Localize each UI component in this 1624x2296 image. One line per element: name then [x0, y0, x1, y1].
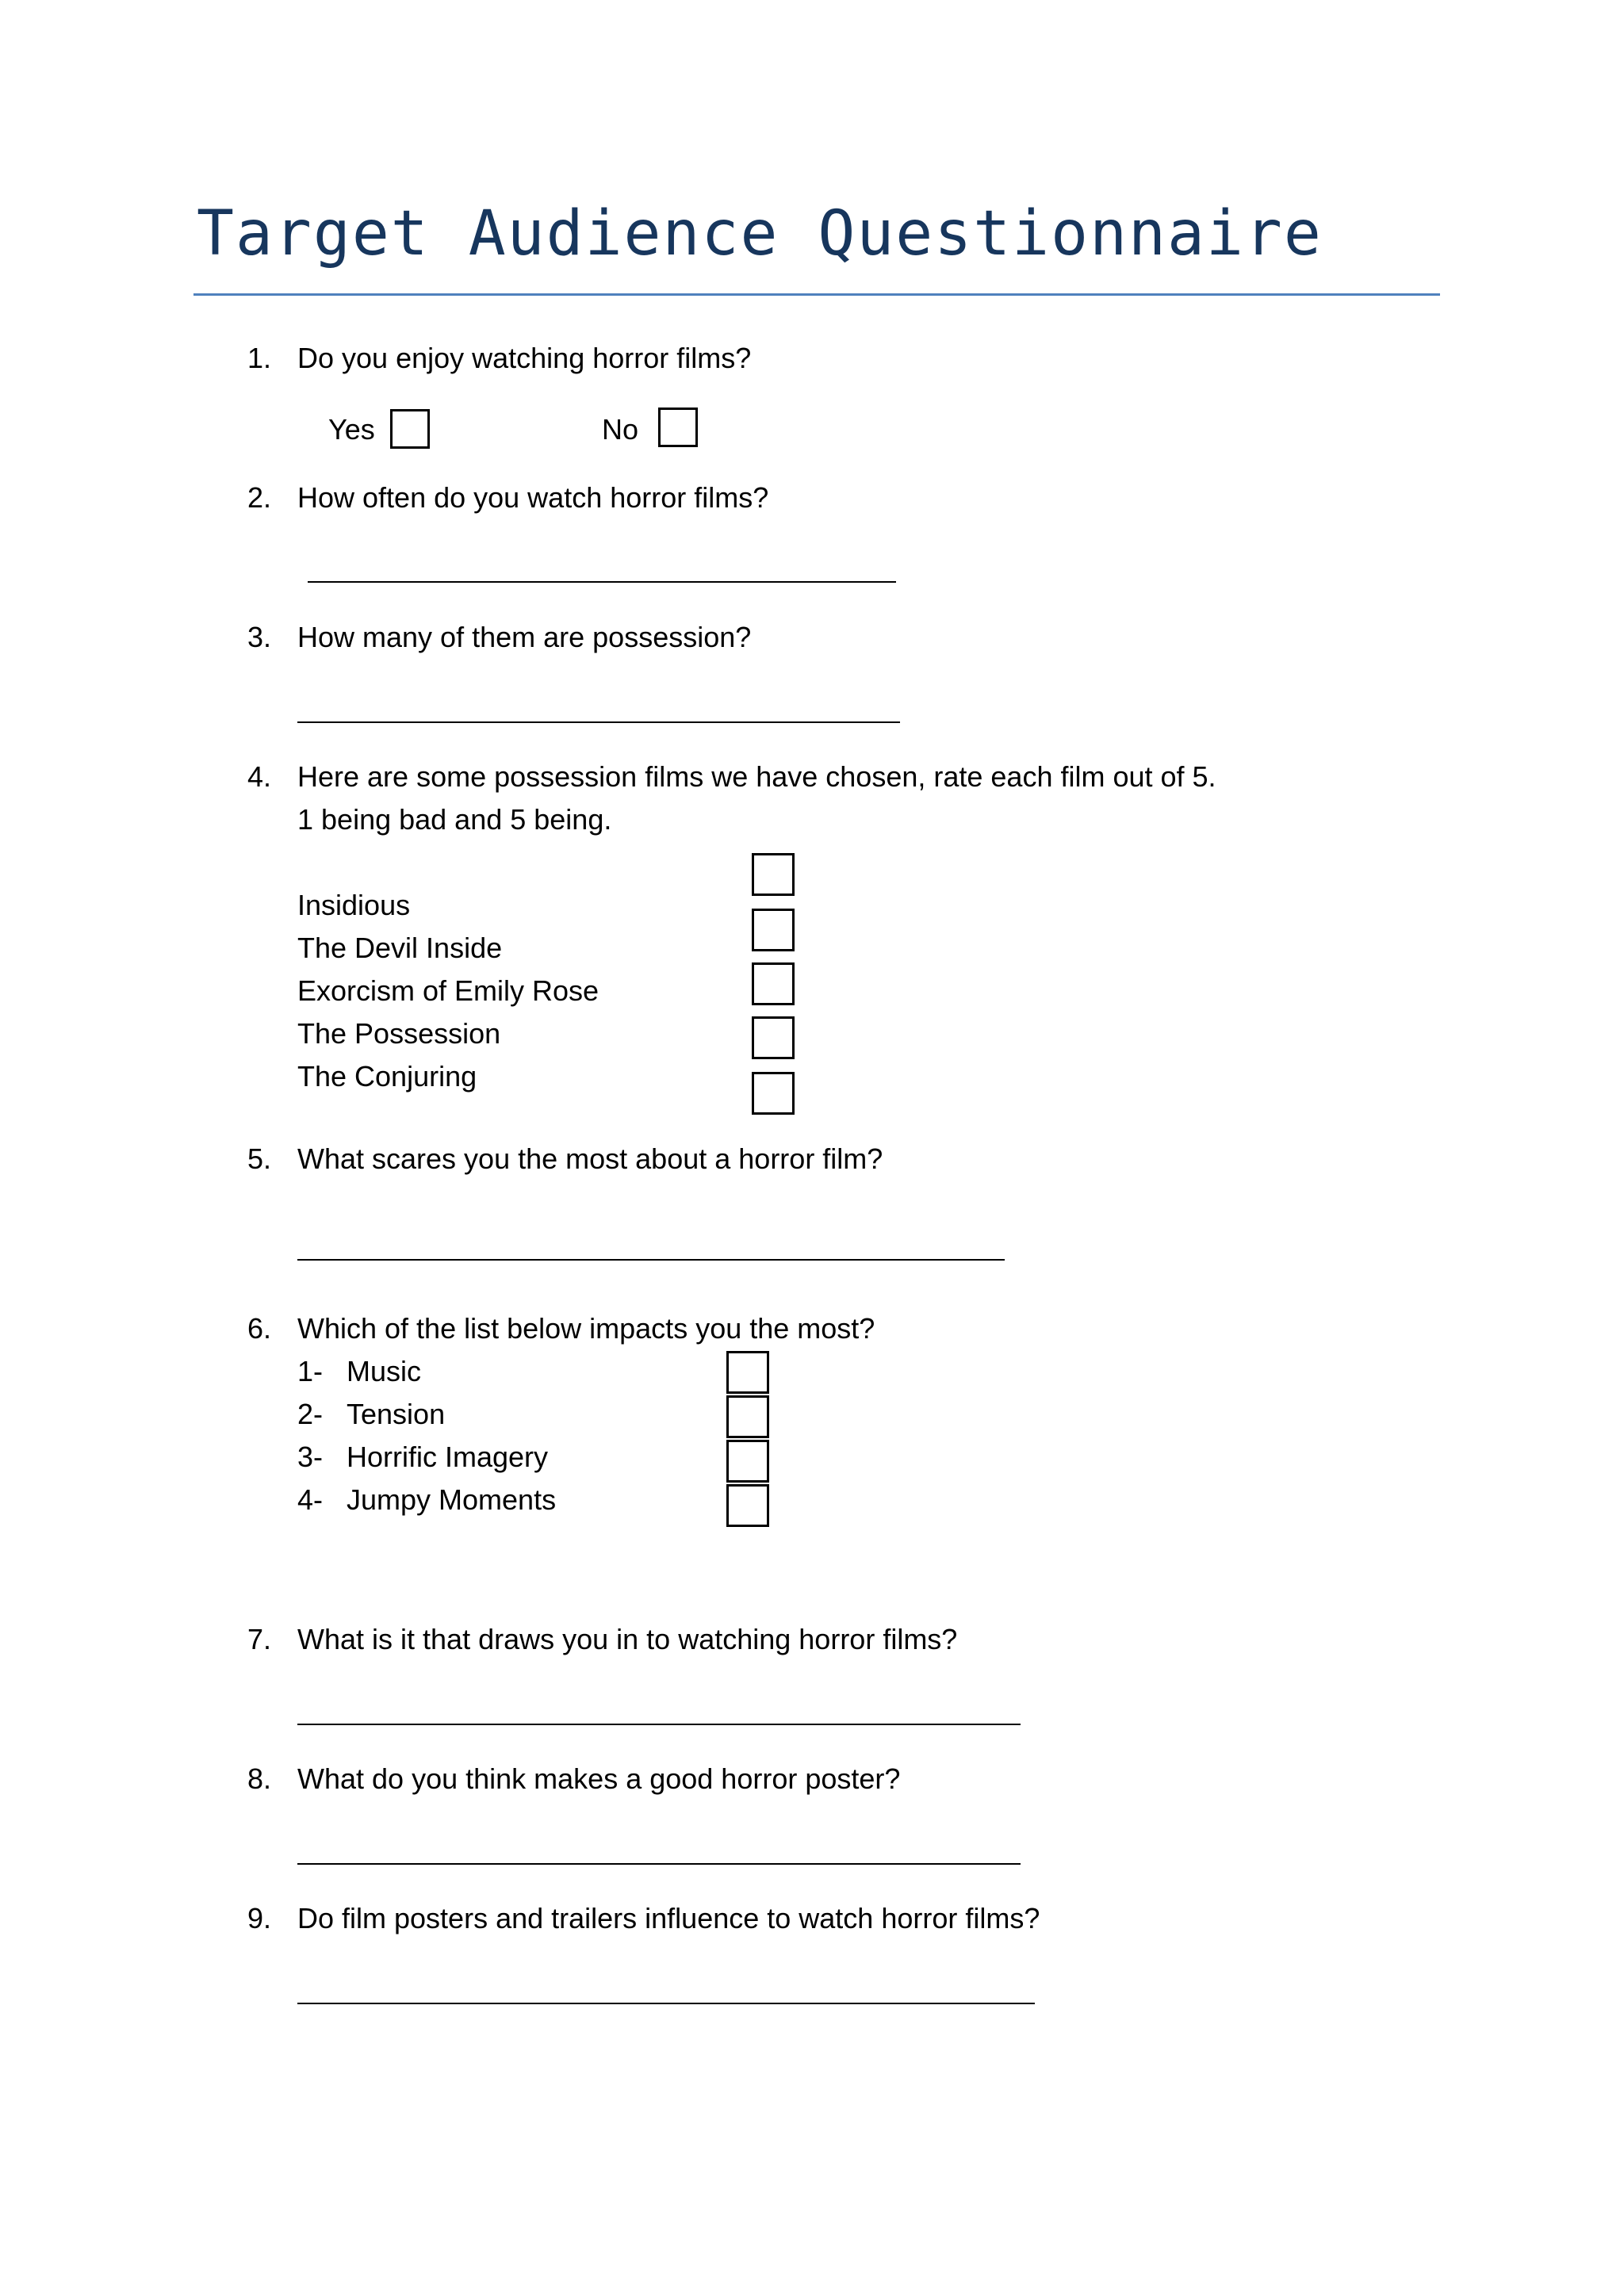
q6-item-number: 3-: [297, 1441, 324, 1473]
q4-rating-box[interactable]: [752, 1072, 795, 1115]
q3-text: How many of them are possession?: [297, 621, 752, 653]
q5-answer-line[interactable]: [297, 1259, 1005, 1261]
q4-film-label: The Possession: [297, 1017, 501, 1050]
q5-number: 5.: [247, 1142, 271, 1175]
q1-number: 1.: [247, 342, 271, 374]
q7-number: 7.: [247, 1623, 271, 1655]
q6-item-label: Tension: [347, 1398, 446, 1430]
q5-text: What scares you the most about a horror film?: [297, 1142, 883, 1175]
q6-item-number: 1-: [297, 1355, 324, 1387]
q1-option-no-label: No: [602, 413, 639, 446]
page-title: Target Audience Questionnaire: [197, 198, 1323, 270]
q3-answer-line[interactable]: [297, 721, 900, 723]
q2-number: 2.: [247, 481, 271, 514]
q4-film-label: The Conjuring: [297, 1060, 477, 1093]
q6-item-checkbox[interactable]: [726, 1351, 769, 1394]
q2-answer-line[interactable]: [308, 581, 896, 583]
q1-yes-checkbox[interactable]: [390, 409, 430, 449]
q6-text: Which of the list below impacts you the most?: [297, 1312, 875, 1345]
q8-answer-line[interactable]: [297, 1863, 1021, 1865]
q4-text-line2: 1 being bad and 5 being.: [297, 803, 612, 836]
q9-number: 9.: [247, 1902, 271, 1934]
q2-text: How often do you watch horror films?: [297, 481, 769, 514]
q1-option-yes-label: Yes: [328, 413, 375, 446]
q4-rating-box[interactable]: [752, 853, 795, 896]
q7-text: What is it that draws you in to watching horror films?: [297, 1623, 958, 1655]
q7-answer-line[interactable]: [297, 1724, 1021, 1725]
q6-item-checkbox[interactable]: [726, 1440, 769, 1483]
q8-number: 8.: [247, 1762, 271, 1795]
q6-item-number: 4-: [297, 1483, 324, 1516]
q6-item-checkbox[interactable]: [726, 1395, 769, 1438]
q4-film-label: The Devil Inside: [297, 932, 503, 964]
q1-text: Do you enjoy watching horror films?: [297, 342, 752, 374]
q4-rating-box[interactable]: [752, 909, 795, 951]
q6-item-checkbox[interactable]: [726, 1484, 769, 1527]
q4-film-label: Insidious: [297, 889, 411, 921]
q8-text: What do you think makes a good horror poster?: [297, 1762, 901, 1795]
q1-no-checkbox[interactable]: [658, 408, 698, 447]
q4-number: 4.: [247, 760, 271, 793]
q6-item-label: Jumpy Moments: [347, 1483, 557, 1516]
q9-text: Do film posters and trailers influence to watch horror films?: [297, 1902, 1040, 1934]
q4-rating-box[interactable]: [752, 1016, 795, 1059]
q4-film-label: Exorcism of Emily Rose: [297, 974, 599, 1007]
q6-item-label: Music: [347, 1355, 422, 1387]
q6-item-number: 2-: [297, 1398, 324, 1430]
q4-text: Here are some possession films we have chosen, rate each film out of 5.: [297, 760, 1216, 793]
q9-answer-line[interactable]: [297, 2003, 1035, 2004]
title-divider: [193, 293, 1440, 296]
q6-item-label: Horrific Imagery: [347, 1441, 549, 1473]
q3-number: 3.: [247, 621, 271, 653]
q6-number: 6.: [247, 1312, 271, 1345]
q4-rating-box[interactable]: [752, 962, 795, 1005]
